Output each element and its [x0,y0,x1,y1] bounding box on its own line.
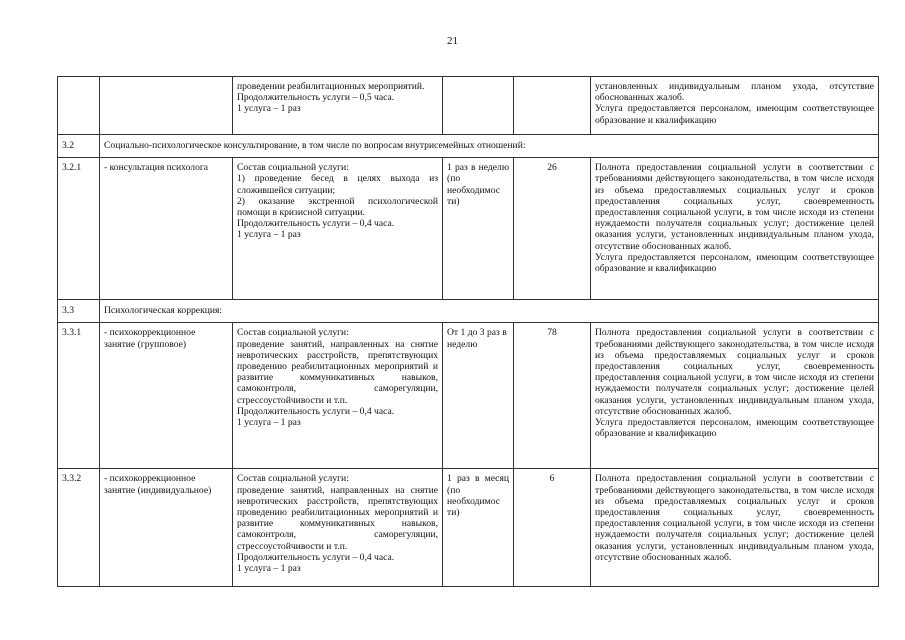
cell-name [100,77,233,135]
cell-frequency: 1 раз в месяц (по необходимос ти) [443,469,514,587]
cell-name: - психокоррекционное занятие (индивидуальное) [100,469,233,587]
table-row-3-3-2 [58,469,879,587]
table-row-3-2-1 [58,158,879,300]
cell-volume [514,77,591,135]
cell-num: 3.3.1 [58,323,100,469]
cell-name: - психокоррекционное занятие (групповое) [100,323,233,469]
section-num: 3.3 [58,300,100,323]
section-title: Психологическая коррекция: [100,300,879,323]
table-row-continuation [58,77,879,135]
cell-num [58,77,100,135]
table-row-3-3-1 [58,323,879,469]
cell-description: Состав социальной услуги: проведение занятий, направленных на снятие невротических расстройств, препятствующих проведению реабилитационных мероприятий и развитие коммуникативных навыков, самоконтроля, саморегуляции, стрессоустойчивости и т.п. Продолжительность услуги – 0,4 часа. 1 услуга – 1 раз [233,323,443,469]
cell-num: 3.3.2 [58,469,100,587]
cell-volume: 78 [514,323,591,469]
section-row-3-3 [58,300,879,323]
cell-description: Состав социальной услуги: 1) проведение бесед в целях выхода из сложившейся ситуации; 2) оказание экстренной психологической помощи в кризисной ситуации. Продолжительность услуги – 0,4 часа. 1 услуга – 1 раз [233,158,443,300]
section-row-3-2 [58,135,879,158]
section-title: Социально-психологическое консультирование, в том числе по вопросам внутрисемейных отношений: [100,135,879,158]
cell-frequency [443,77,514,135]
cell-description: Состав социальной услуги: проведение занятий, направленных на снятие невротических расстройств, препятствующих проведению реабилитационных мероприятий и развитие коммуникативных навыков, самоконтроля, саморегуляции, стрессоустойчивости и т.п. Продолжительность услуги – 0,4 часа. 1 услуга – 1 раз [233,469,443,587]
cell-criteria: Полнота предоставления социальной услуги в соответствии с требованиями действующего законодательства, в том числе исходя из объема предоставляемых социальных услуг и сроков предоставления социальных услуг, своевременность предоставления социальной услуги, в том числе исходя из степени нуждаемости получателя социальных услуг; достижение целей оказания услуги, установленных индивидуальным планом ухода, отсутствие обоснованных жалоб. Услуга предоставляется персоналом, имеющим соответствующее образование и квалификацию [591,323,879,469]
cell-frequency: От 1 до 3 раз в неделю [443,323,514,469]
section-num: 3.2 [58,135,100,158]
cell-name: - консультация психолога [100,158,233,300]
cell-num: 3.2.1 [58,158,100,300]
cell-frequency: 1 раз в неделю (по необходимос ти) [443,158,514,300]
cell-criteria: Полнота предоставления социальной услуги в соответствии с требованиями действующего законодательства, в том числе исходя из объема предоставляемых социальных услуг и сроков предоставления социальных услуг, своевременность предоставления социальной услуги, в том числе исходя из степени нуждаемости получателя социальных услуг; достижение целей оказания услуги, установленных индивидуальным планом ухода, отсутствие обоснованных жалоб. [591,469,879,587]
cell-volume: 6 [514,469,591,587]
cell-criteria: установленных индивидуальным планом ухода, отсутствие обоснованных жалоб. Услуга предоставляется персоналом, имеющим соответствующее образование и квалификацию [591,77,879,135]
page-number: 21 [447,35,458,47]
cell-volume: 26 [514,158,591,300]
cell-description: проведении реабилитационных мероприятий. Продолжительность услуги – 0,5 часа. 1 услуга – 1 раз [233,77,443,135]
cell-criteria: Полнота предоставления социальной услуги в соответствии с требованиями действующего законодательства, в том числе исходя из объема предоставляемых социальных услуг и сроков предоставления социальных услуг, своевременность предоставления социальной услуги, в том числе исходя из степени нуждаемости получателя социальных услуг; достижение целей оказания услуги, установленных индивидуальным планом ухода, отсутствие обоснованных жалоб. Услуга предоставляется персоналом, имеющим соответствующее образование и квалификацию [591,158,879,300]
services-table [57,76,879,587]
